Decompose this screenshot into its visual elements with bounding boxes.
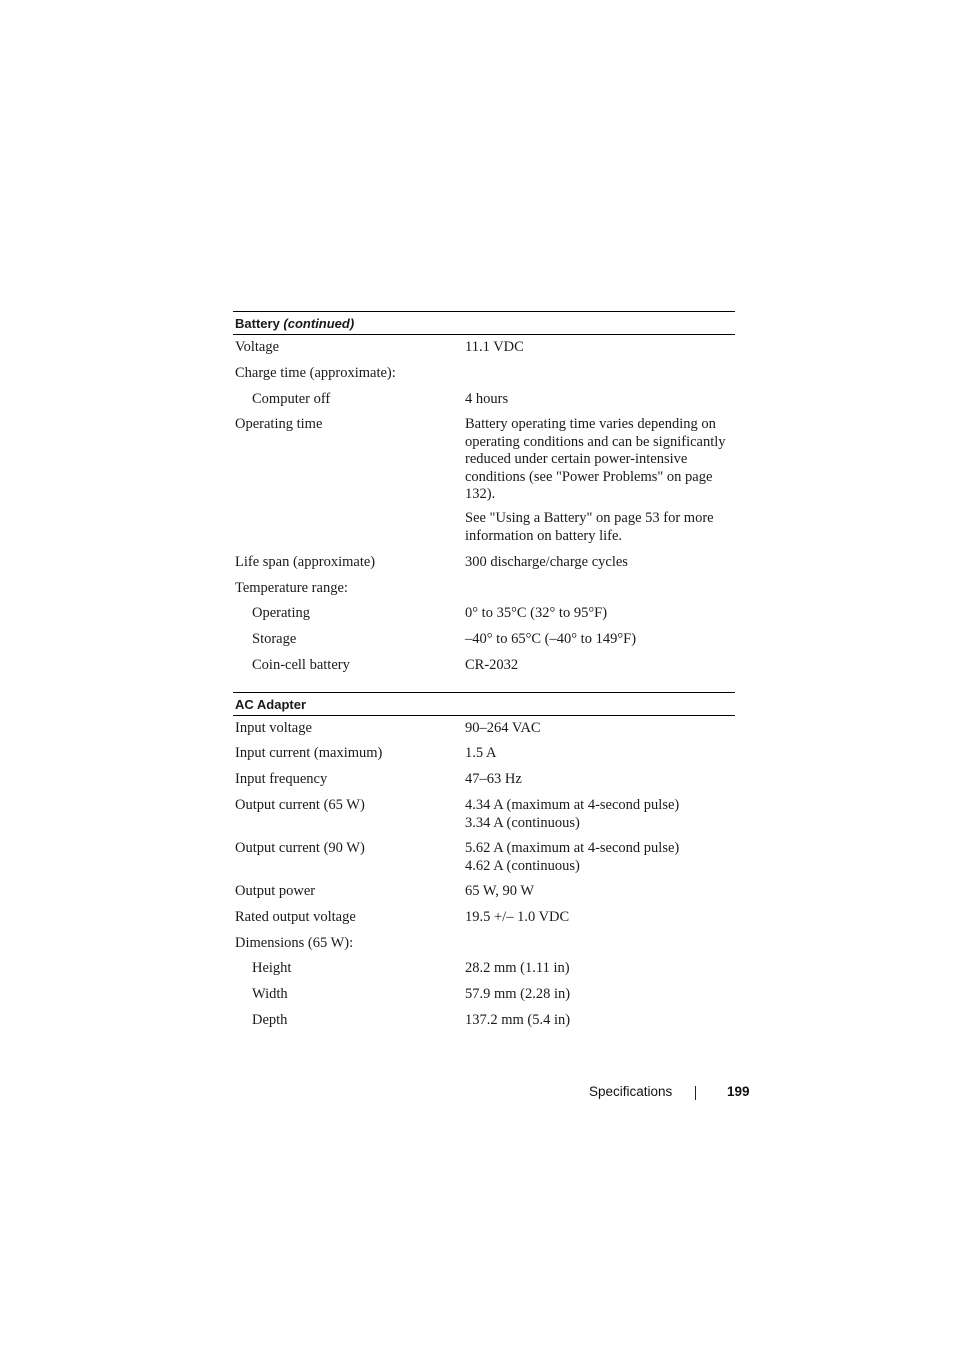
spec-value-line: 3.34 A (continuous) [465, 814, 580, 831]
spec-label: Temperature range: [235, 580, 348, 596]
spec-label: Height [252, 960, 292, 976]
spec-value [465, 840, 735, 875]
spec-label: Storage [252, 631, 297, 647]
spec-value [465, 416, 735, 545]
footer-section-title: Specifications [589, 1084, 673, 1099]
spec-label: Life span (approximate) [235, 554, 376, 570]
spec-label: Input current (maximum) [235, 745, 383, 761]
battery-section-continued: (continued) [283, 316, 355, 331]
footer-page-number: 199 [727, 1084, 750, 1099]
spec-value-line: 5.62 A (maximum at 4-second pulse) [465, 840, 680, 856]
spec-value: 4 hours [465, 391, 509, 407]
spec-label: Operating time [235, 416, 323, 432]
spec-label: Dimensions (65 W): [235, 935, 354, 951]
spec-value: –40° to 65°C (–40° to 149°F) [465, 631, 637, 647]
ac-adapter-section-title: AC Adapter [235, 697, 307, 712]
spec-label: Depth [252, 1012, 288, 1028]
spec-value: 1.5 A [465, 745, 497, 761]
spec-label: Output current (90 W) [235, 840, 365, 856]
battery-life-note: See "Using a Battery" on page 53 for more information on battery life. [465, 509, 714, 544]
spec-label: Charge time (approximate): [235, 365, 396, 381]
spec-label: Computer off [252, 391, 331, 407]
spec-value: 19.5 +/– 1.0 VDC [465, 909, 570, 925]
spec-value: 11.1 VDC [465, 339, 524, 355]
ac-adapter-section-header [233, 692, 735, 716]
operating-time-note: Battery operating time varies depending on operating conditions and can be significantly reduced under certain power-intensive conditions (see "Power Problems" on page 132). [465, 416, 726, 503]
spec-label: Input frequency [235, 771, 328, 787]
spec-value: 300 discharge/charge cycles [465, 554, 628, 570]
spec-value: 90–264 VAC [465, 720, 541, 736]
spec-value: 47–63 Hz [465, 771, 522, 787]
spec-label: Output power [235, 883, 316, 899]
spec-label: Width [252, 986, 288, 1002]
spec-value: 137.2 mm (5.4 in) [465, 1012, 571, 1028]
spec-value: 57.9 mm (2.28 in) [465, 986, 571, 1002]
spec-value [465, 797, 735, 832]
spec-value-line: 4.62 A (continuous) [465, 857, 580, 874]
footer-divider [695, 1086, 696, 1100]
battery-section-title: Battery [235, 316, 280, 331]
battery-section-header [233, 311, 735, 335]
spec-label: Output current (65 W) [235, 797, 365, 813]
spec-label: Coin-cell battery [252, 657, 350, 673]
spec-value: CR-2032 [465, 657, 519, 673]
spec-label: Rated output voltage [235, 909, 356, 925]
spec-value: 0° to 35°C (32° to 95°F) [465, 605, 608, 621]
spec-value: 28.2 mm (1.11 in) [465, 960, 570, 976]
spec-value-line: 4.34 A (maximum at 4-second pulse) [465, 797, 680, 813]
spec-value: 65 W, 90 W [465, 883, 535, 899]
spec-label: Operating [252, 605, 310, 621]
spec-label: Voltage [235, 339, 280, 355]
spec-label: Input voltage [235, 720, 312, 736]
